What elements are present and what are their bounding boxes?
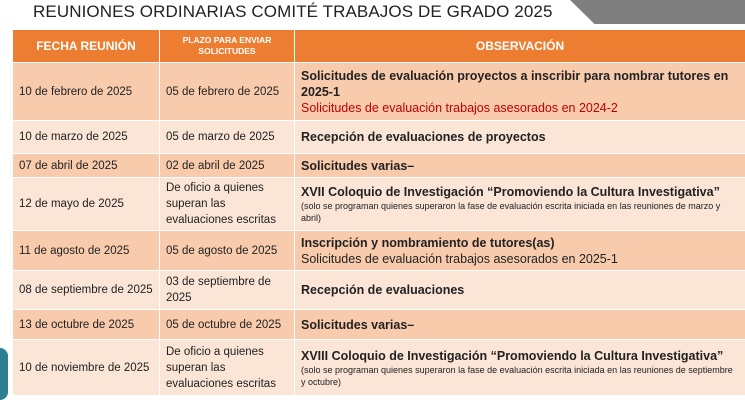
side-accent-decoration xyxy=(0,348,8,400)
observacion-cell xyxy=(295,63,745,121)
observacion-cell xyxy=(295,340,745,396)
plazo-cell: 05 de marzo de 2025 xyxy=(160,121,295,154)
observacion-cell xyxy=(295,121,745,154)
plazo-cell: 05 de agosto de 2025 xyxy=(160,231,295,271)
observacion-main: XVII Coloquio de Investigación “Promoviendo la Cultura Investigativa” xyxy=(301,185,720,199)
header-plazo-solicitudes: PLAZO PARA ENVIAR SOLICITUDES xyxy=(160,30,295,63)
observacion-main: Solicitudes varias– xyxy=(301,158,415,173)
observacion-main: Solicitudes de evaluación proyectos a inscribir para nombrar tutores en 2025-1 xyxy=(301,68,729,99)
plazo-cell: De oficio a quienes superan las evaluaciones escritas xyxy=(160,340,295,396)
observacion-highlight: Solicitudes de evaluación trabajos asesorados en 2024-2 xyxy=(301,100,618,115)
observacion-secondary: Solicitudes de evaluación trabajos asesorados en 2025-1 xyxy=(301,251,618,266)
table-header-row xyxy=(13,30,745,63)
plazo-cell: 05 de febrero de 2025 xyxy=(160,63,295,121)
header-observacion: OBSERVACIÓN xyxy=(295,30,745,63)
observacion-main: XVIII Coloquio de Investigación “Promoviendo la Cultura Investigativa” xyxy=(301,348,724,363)
table-row xyxy=(13,121,745,154)
plazo-cell: 03 de septiembre de 2025 xyxy=(160,271,295,310)
table-row xyxy=(13,178,745,231)
fecha-cell: 10 de febrero de 2025 xyxy=(13,63,160,121)
fecha-cell: 10 de marzo de 2025 xyxy=(13,121,160,154)
table-row xyxy=(13,231,745,271)
observacion-cell xyxy=(295,310,745,340)
table-row xyxy=(13,340,745,396)
corner-decoration xyxy=(570,0,745,24)
table-row xyxy=(13,154,745,178)
plazo-cell: 05 de octubre de 2025 xyxy=(160,310,295,340)
schedule-table xyxy=(12,29,745,396)
observacion-cell xyxy=(295,178,745,231)
observacion-cell xyxy=(295,154,745,178)
fecha-cell: 08 de septiembre de 2025 xyxy=(13,271,160,310)
observacion-note: (solo se programan quienes superaron la fase de evaluación escrita iniciada en las reuniones de septiembre y octubre) xyxy=(301,364,733,387)
observacion-note: (solo se programan quienes superaron la fase de evaluación escrita iniciada en las reuniones de marzo y abril) xyxy=(301,201,721,223)
observacion-main: Solicitudes varias– xyxy=(301,317,415,332)
observacion-main: Recepción de evaluaciones xyxy=(301,283,465,297)
observacion-main: Inscripción y nombramiento de tutores(as) xyxy=(301,235,555,250)
fecha-cell: 12 de mayo de 2025 xyxy=(13,178,160,231)
observacion-cell xyxy=(295,271,745,310)
observacion-cell xyxy=(295,231,745,271)
fecha-cell: 07 de abril de 2025 xyxy=(13,154,160,178)
plazo-cell: 02 de abril de 2025 xyxy=(160,154,295,178)
table-row xyxy=(13,310,745,340)
table-row xyxy=(13,63,745,121)
plazo-cell: De oficio a quienes superan las evaluaciones escritas xyxy=(160,178,295,231)
observacion-main: Recepción de evaluaciones de proyectos xyxy=(301,130,546,144)
table-row xyxy=(13,271,745,310)
fecha-cell: 10 de noviembre de 2025 xyxy=(13,340,160,396)
page-title: REUNIONES ORDINARIAS COMITÉ TRABAJOS DE GRADO 2025 xyxy=(33,2,553,21)
fecha-cell: 13 de octubre de 2025 xyxy=(13,310,160,340)
header-fecha-reunion: FECHA REUNIÓN xyxy=(13,30,160,63)
fecha-cell: 11 de agosto de 2025 xyxy=(13,231,160,271)
